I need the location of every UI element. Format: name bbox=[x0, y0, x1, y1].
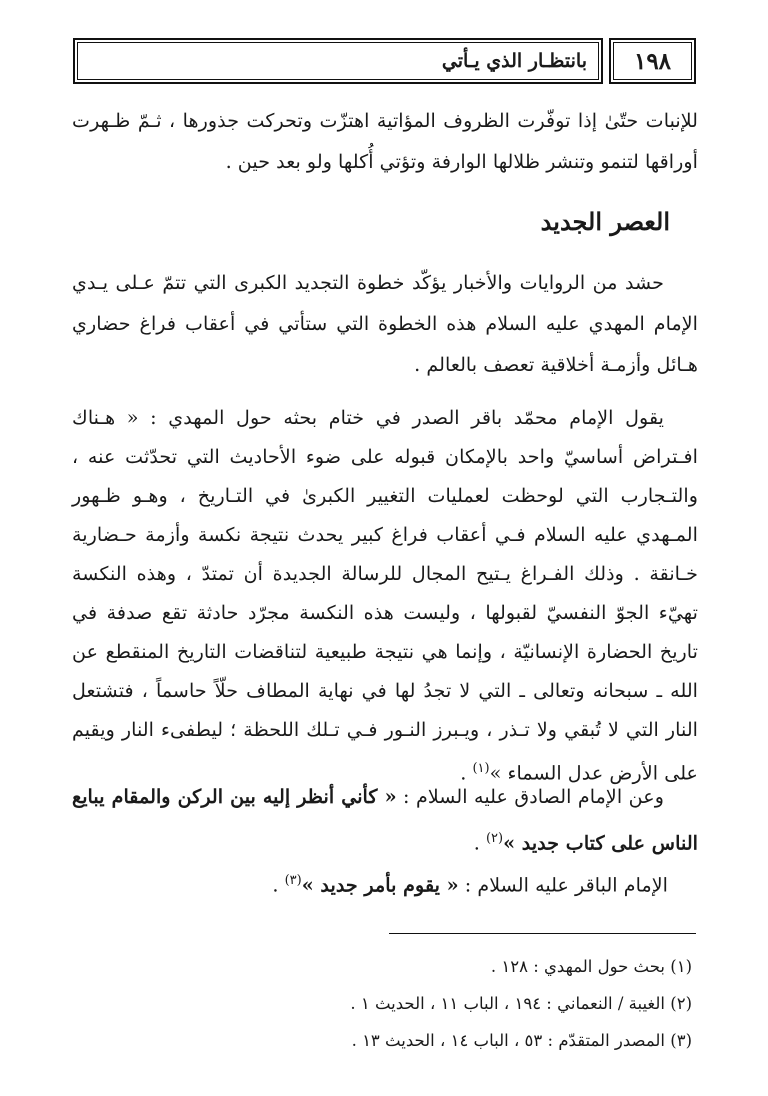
paragraph-4: وعن الإمام الصادق عليه السلام : « كأني أنظر إليه بين الركن والمقام يبايع الناس على كتاب جديد »$^{(٢)}$ . bbox=[72, 785, 698, 855]
hadith-quote: « كأني أنظر إليه بين الركن والمقام يبايع الناس على كتاب جديد » bbox=[72, 785, 698, 855]
footnotes bbox=[92, 948, 692, 1059]
running-header bbox=[73, 38, 696, 84]
footnote-1: (١) بحث حول المهدي : ١٢٨ . bbox=[490, 957, 692, 976]
paragraph-5: الإمام الباقر عليه السلام : « يقوم بأمر جديد »$^{(٣)}$ . bbox=[272, 873, 668, 897]
quote-sadr: يقول الإمام محمّد باقر الصدر في ختام بحثه حول المهدي : « هـناك افـتراض أساسيّ واحد بالإمكان قبوله على ضوء الأحاديث التي تحدّثت عنه ، والتـجارب التي لوحظت لعمليات التغيير الكبرىٰ في التـاريخ ، وهـو ظـهور المـهدي عليه السلام فـي أعقاب فراغ كبير يحدث نتيجة نكسة وأزمة حـضارية خـانقة . وذلك الفـراغ يـتيح المجال للرسالة الجديدة أن تمتدّ ، وهذه النكسة تهيّء الجوّ النفسيّ لقبولها ، وليست هذه النكسة مجرّد حادثة تقع صدفة في تاريخ الحضارة الإنسانيّة ، وإنما هي نتيجة طبيعية لتناقضات التاريخ المنقطع عن الله ـ سبحانه وتعالى ـ التي لا تجدُ لها في نهاية المطاف حلّاً حاسماً ، فتشتعل النار التي لا تُبقي ولا تـذر ، ويـبرز النـور فـي تـلك اللحظة ؛ ليطفىء النار ويقيم على الأرض عدل السماء » bbox=[72, 406, 698, 785]
paragraph-2: حشد من الروايات والأخبار يؤكّد خطوة التجديد الكبرى التي تتمّ عـلى يـدي الإمام المهدي عليه السلام هذه الخطوة التي ستأتي في أعقاب فراغ حضاري هـائل وأزمـة أخلاقية تعصف بالعالم . bbox=[72, 271, 698, 376]
hadith-quote-2: « يقوم بأمر جديد » bbox=[301, 873, 459, 897]
book-title: بانتظـار الذي يـأتي bbox=[73, 38, 603, 84]
hadith-lead-2: الإمام الباقر عليه السلام : bbox=[458, 873, 668, 897]
intro-paragraph: للإنبات حتّىٰ إذا توفّرت الظروف المؤاتية اهتزّت وتحركت جذورها ، ثـمّ ظـهرت أوراقها لتنمو وتنشر ظلالها الوارفة وتؤتي أُكلها ولو بعد حين . bbox=[72, 109, 698, 173]
paragraph-3: يقول الإمام محمّد باقر الصدر في ختام بحثه حول المهدي : « هـناك افـتراض أساسيّ واحد بالإمكان قبوله على ضوء الأحاديث التي تحدّثت عنه ، والتـجارب التي لوحظت لعمليات التغيير الكبرىٰ في التـاريخ ، وهـو ظـهور المـهدي عليه السلام فـي أعقاب فراغ كبير يحدث نتيجة نكسة وأزمة حـضارية خـانقة . وذلك الفـراغ يـتيح المجال للرسالة الجديدة أن تمتدّ ، وهذه النكسة تهيّء الجوّ النفسيّ لقبولها ، وليست هذه النكسة مجرّد حادثة تقع صدفة في تاريخ الحضارة الإنسانيّة ، وإنما هي نتيجة طبيعية لتناقضات التاريخ المنقطع عن الله ـ سبحانه وتعالى ـ التي لا تجدُ لها في نهاية المطاف حلّاً حاسماً ، فتشتعل النار التي لا تُبقي ولا تـذر ، ويـبرز النـور فـي تـلك اللحظة ؛ ليطفىء النار ويقيم على الأرض عدل السماء »$^{(١)}$ . bbox=[72, 406, 698, 785]
footnote-2: (٢) الغيبة / النعماني : ١٩٤ ، الباب ١١ ، الحديث ١ . bbox=[350, 994, 692, 1013]
footnote-3: (٣) المصدر المتقدّم : ٥٣ ، الباب ١٤ ، الحديث ١٣ . bbox=[351, 1031, 692, 1050]
footnote-ref-3: (٣) bbox=[284, 873, 302, 888]
section-heading: العصر الجديد bbox=[540, 207, 670, 236]
hadith-lead: وعن الإمام الصادق عليه السلام : bbox=[396, 785, 664, 808]
footnote-ref-1: (١) bbox=[472, 761, 490, 776]
footnote-divider bbox=[389, 933, 696, 934]
page-number: ١٩٨ bbox=[609, 38, 696, 84]
footnote-ref-2: (٢) bbox=[485, 831, 504, 846]
